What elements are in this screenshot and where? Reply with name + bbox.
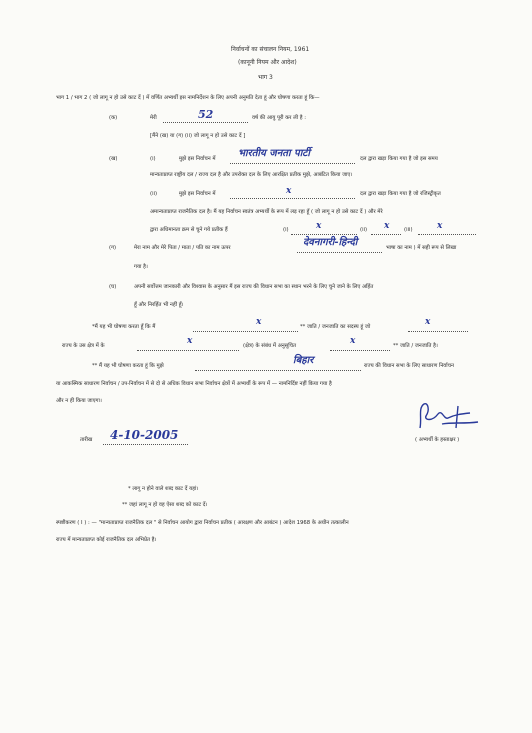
item-b-ii-post: दल द्वारा खड़ा किया गया है जो रजिस्ट्रीकृत: [360, 191, 441, 197]
decl1-mid: ** जाति / जनजाति का सदस्य हूं जो: [300, 324, 371, 330]
decl1-line2-mid: (क्षेत्र) के संबंध में अनुसूचित: [243, 343, 297, 349]
item-c-post: भाषा का नाम ) में सही रूप से लिखा: [386, 245, 457, 251]
item-a-note: [मैंने (ख) या (ग) (ii) जो लागू न हो उसे काट दें ]: [150, 133, 246, 139]
item-b-ii-line2: अमान्यताप्राप्त राजनैतिक दल है। मैं यह निर्वाचन स्वतंत्र अभ्यर्थी के रूप में लड़ रहा हूँ ( जो लागू न हो उसे काट दें ) और मेरे: [150, 209, 383, 215]
date-label: तारीख: [80, 437, 93, 443]
decl2-line2: या आकस्मिक साधारण निर्वाचन / उप-निर्वाचन में से दो से अधिक विधान सभा निर्वाचन क्षेत्रों में अभ्यर्थी के रूप में — नामनिर्दिष्ट नहीं किया गया है: [56, 381, 332, 387]
candidate-signature: [412, 400, 484, 436]
age-value: 52: [198, 108, 214, 121]
party-ii-line: [230, 198, 355, 199]
symbol-choice-3-label: (iii): [404, 227, 413, 233]
item-d-line1: अपनी सर्वोत्तम जानकारी और विश्वास के अनुसार मैं इस राज्य की विधान सभा का स्थान भरने के लिए चुने जाने के लिए अर्हित: [134, 284, 374, 290]
footnote-3: स्पष्टीकरण ( I ) : — "मान्यताप्राप्त राजनैतिक दल " से निर्वाचन आयोग द्वारा निर्वाचन प्रतीक ( आरक्षण और आबंटन ) आदेश 1968 के अधीन तत्कालीन: [56, 520, 349, 526]
symbol-choice-3-line: [418, 234, 476, 235]
symbol-choice-2-line: [371, 234, 401, 235]
decl1-state-line: [408, 331, 468, 332]
header-line-2: (कानूनी नियम और आदेश): [238, 59, 297, 66]
decl1-area-cross: x: [187, 336, 193, 346]
script-line: [297, 252, 382, 253]
decl1-sched-line: [330, 350, 390, 351]
item-a-suffix: वर्ष की आयु पूरी कर ली है :: [252, 115, 307, 121]
symbol-choice-1-cross: x: [316, 221, 322, 231]
symbol-choice-1-line: [291, 234, 357, 235]
symbol-choice-3-cross: x: [437, 221, 443, 231]
date-value: 4-10-2005: [110, 428, 179, 442]
item-b-i-line2: मान्यताप्राप्त राष्ट्रीय दल / राज्य दल है और उपरोक्त दल के लिए आरक्षित प्रतीक मुझे, आबंटित किया जाए।: [150, 172, 353, 178]
item-b-ii-marker: (ii): [150, 191, 158, 197]
age-line: [163, 122, 248, 123]
item-a-prefix: मेरी: [150, 115, 157, 121]
item-c-pre: मेरा नाम और मेरे पिता / माता / पति का नाम ऊपर: [134, 245, 231, 251]
decl2-post: राज्य की विधान सभा के लिए साधारण निर्वाचन: [364, 363, 454, 369]
item-b-i-marker: (i): [150, 156, 156, 162]
party-ii-cross: x: [286, 186, 292, 196]
item-d-marker: (घ): [109, 284, 117, 290]
intro-text: भाग 1 / भाग 2 ( जो लागू न हो उसे काट दें ) में वर्णित अभ्यर्थी इस नामनिर्देशन के लिए अपनी अनुमति देता हूं और घोषणा करता हूं कि—: [56, 95, 320, 101]
symbol-choice-1-label: (i): [283, 227, 289, 233]
date-line: [103, 444, 188, 445]
decl1-area-line: [137, 350, 239, 351]
footnote-2: ** जहां लागू न हो वह ऐसा शब्द को काट दें।: [122, 502, 208, 508]
item-c-line2: गया है।: [134, 264, 148, 270]
decl1-line2-pre: राज्य के उस क्षेत्र में के: [62, 343, 105, 349]
footnote-4: राज्य में मान्यताप्राप्त कोई राजनैतिक दल अभिप्रेत है।: [56, 537, 157, 543]
header-line-3: भाग 3: [258, 74, 273, 81]
decl1-pre: *मैं यह भी घोषणा करता हूँ कि मैं: [92, 324, 156, 330]
decl2-line3: और न ही किया जाएगा।: [56, 398, 102, 404]
symbol-choice-2-label: (ii): [360, 227, 368, 233]
item-b-i-post: दल द्वारा खड़ा किया गया है जो इस समय: [360, 156, 438, 162]
header-line-1: निर्वाचनों का संचालन नियम, 1961: [231, 46, 310, 53]
decl1-caste-line: [193, 331, 298, 332]
decl2-state: बिहार: [293, 355, 314, 366]
signature-label: ( अभ्यर्थी के हस्ताक्षर ): [415, 437, 460, 443]
item-b-ii-line3: द्वारा अधिमानता क्रम से चुने गये प्रतीक हैं: [150, 227, 228, 233]
item-d-line2: हूँ और निरर्हित भी नहीं हूँ।: [134, 302, 184, 308]
item-b-ii-pre: मुझे इस निर्वाचन में: [179, 191, 216, 197]
item-c-marker: (ग): [109, 245, 117, 251]
footnote-1: * लागू न होने वाले शब्द काट दें यहां।: [128, 486, 199, 492]
decl2-state-line: [195, 370, 361, 371]
item-b-marker: (ख): [109, 156, 118, 162]
decl1-line2-post: ** जाति / जनजाति है।: [393, 343, 438, 349]
party-line: [230, 163, 355, 164]
party-name: भारतीय जनता पार्टी: [238, 148, 310, 159]
decl2-pre: ** मैं यह भी घोषणा करता हूं कि मुझे: [92, 363, 164, 369]
decl1-caste-cross: x: [256, 317, 262, 327]
decl1-state-cross: x: [425, 317, 431, 327]
item-a-marker: (क): [109, 115, 118, 121]
decl1-sched-cross: x: [350, 336, 356, 346]
item-b-i-pre: मुझे इस निर्वाचन में: [179, 156, 216, 162]
script-name: देवनागरी-हिन्दी: [303, 237, 358, 248]
symbol-choice-2-cross: x: [384, 221, 390, 231]
